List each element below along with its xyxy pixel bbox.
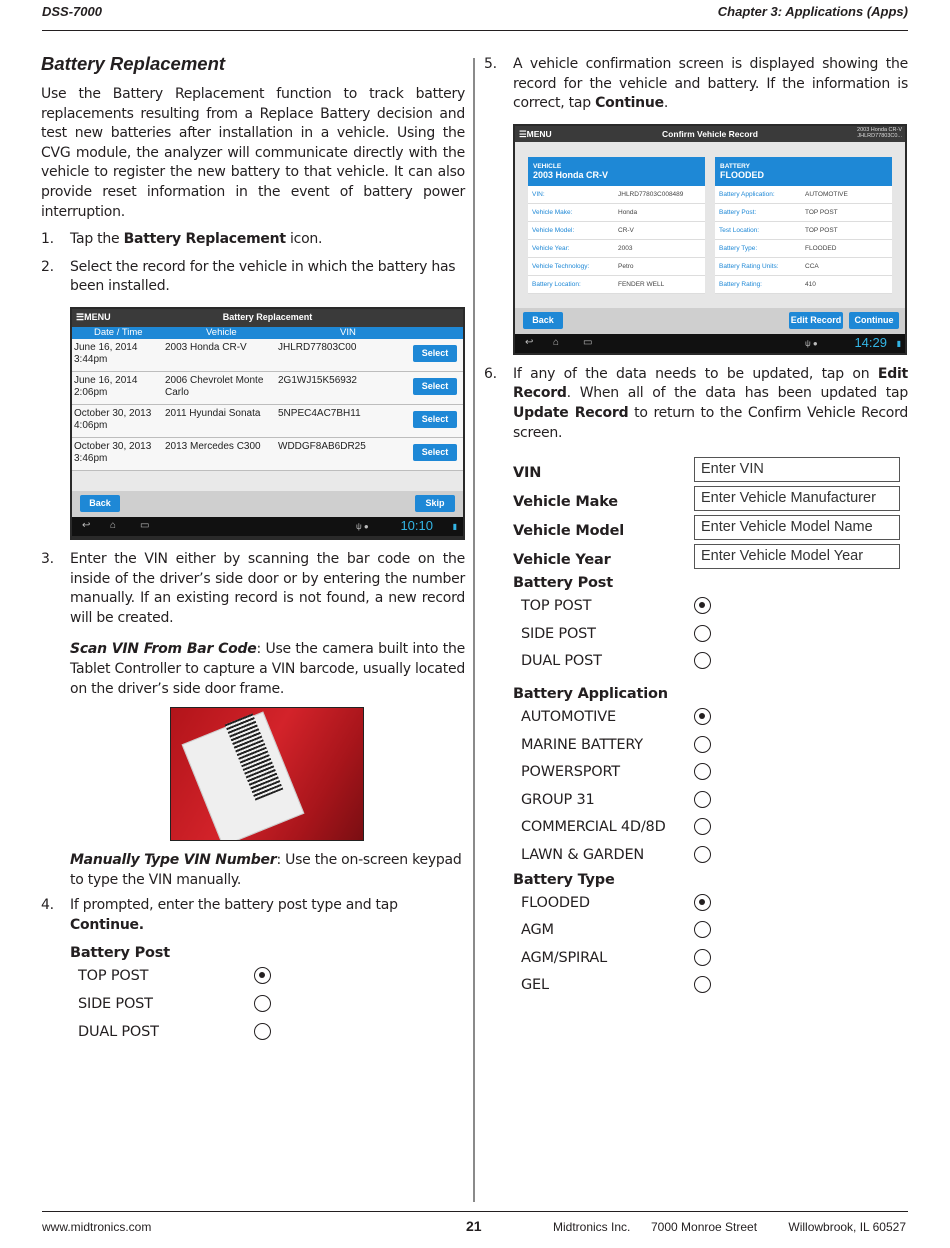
date-text: October 30, 2013 — [74, 407, 152, 419]
record-row — [715, 276, 892, 294]
screen-footer — [72, 491, 463, 517]
row-value: Petro — [618, 262, 634, 270]
table-row[interactable] — [72, 372, 463, 405]
row-date — [74, 441, 151, 465]
step-number: 1. — [41, 231, 54, 248]
field-label: Vehicle Make — [513, 494, 618, 511]
battery-status-icon: ▮ — [452, 521, 457, 531]
step-bold: Update Record — [513, 404, 629, 421]
radio-icon[interactable] — [254, 1023, 271, 1040]
card-name: FLOODED — [720, 169, 764, 180]
step-text — [513, 55, 908, 114]
step-text: A vehicle confirmation screen is displayed showing the record for the vehicle and battery. If the information is correct, tap — [513, 56, 908, 112]
radio-option[interactable] — [513, 814, 908, 842]
radio-icon[interactable] — [254, 995, 271, 1012]
date-text: June 16, 2014 — [74, 374, 138, 386]
vin-barcode-photo — [170, 707, 364, 841]
card-head: BATTERY — [720, 162, 750, 170]
radio-option[interactable] — [513, 759, 908, 787]
option-label: GEL — [521, 977, 549, 994]
select-button[interactable]: Select — [413, 444, 457, 461]
field-label: Vehicle Year — [513, 552, 611, 569]
row-date — [74, 342, 137, 366]
row-vin: JHLRD77803C00 — [278, 341, 357, 353]
step-text: to return to the Confirm Vehicle Record screen. — [513, 404, 908, 441]
android-navbar — [515, 334, 905, 353]
scan-vin-text: : Use the camera built into the Tablet Controller to capture a VIN barcode, usually located on the driver’s side door frame. — [70, 641, 466, 697]
step-text: Tap the — [70, 231, 124, 248]
recent-apps-icon[interactable]: ▭ — [140, 519, 150, 531]
skip-button[interactable]: Skip — [415, 495, 455, 512]
radio-option[interactable] — [70, 991, 465, 1019]
manual-vin-text: : Use the on-screen keypad to type the VIN manually. — [70, 852, 462, 888]
radio-icon[interactable] — [694, 791, 711, 808]
table-header — [72, 327, 463, 339]
col-header: VIN — [340, 326, 356, 338]
right-column — [484, 55, 908, 1000]
option-label: LAWN & GARDEN — [521, 846, 645, 863]
radio-selected-icon[interactable] — [694, 894, 711, 911]
radio-selected-icon[interactable] — [254, 967, 271, 984]
radio-icon[interactable] — [694, 625, 711, 642]
option-label: AGM — [521, 922, 554, 939]
step-number: 6. — [484, 365, 497, 382]
screen-titlebar — [515, 126, 905, 142]
radio-option[interactable] — [513, 890, 908, 918]
date-text: October 30, 2013 — [74, 440, 152, 452]
row-key: Battery Rating: — [719, 280, 762, 288]
recent-apps-icon[interactable]: ▭ — [583, 336, 593, 348]
step-number: 5. — [484, 56, 497, 72]
screen-titlebar — [72, 309, 463, 327]
scan-vin-heading: Scan VIN From Bar Code — [70, 641, 257, 658]
radio-icon[interactable] — [694, 652, 711, 669]
manual-vin-paragraph — [41, 851, 465, 890]
radio-icon[interactable] — [694, 818, 711, 835]
step-5 — [484, 55, 908, 114]
make-field-row — [484, 486, 908, 515]
row-value: JHLRD77803C008489 — [618, 190, 684, 198]
back-nav-icon[interactable]: ↩ — [525, 336, 534, 348]
group-title: Battery Application — [513, 685, 668, 702]
page-number: 21 — [466, 1218, 482, 1234]
vin-field-row — [484, 457, 908, 486]
step-bold: Continue. — [70, 916, 144, 933]
table-row[interactable] — [72, 339, 463, 372]
row-value: FENDER WELL — [618, 280, 665, 288]
date-text: June 16, 2014 — [74, 341, 138, 353]
battery-card — [715, 157, 892, 294]
radio-selected-icon[interactable] — [694, 708, 711, 725]
screen-title: Confirm Vehicle Record — [662, 128, 758, 139]
android-navbar — [72, 517, 463, 536]
time-text: 3:46pm — [74, 452, 108, 464]
group-title: Battery Type — [513, 871, 615, 888]
year-field-row — [484, 544, 908, 573]
radio-option[interactable] — [513, 945, 908, 973]
radio-icon[interactable] — [694, 921, 711, 938]
group-title: Battery Post — [513, 575, 613, 592]
row-key: VIN: — [532, 190, 545, 198]
vehicle-model-input[interactable]: Enter Vehicle Model Name — [694, 515, 900, 540]
step-4 — [41, 896, 465, 935]
vehicle-corner-info — [857, 127, 902, 139]
back-nav-icon[interactable]: ↩ — [82, 519, 91, 531]
record-row — [715, 240, 892, 258]
vehicle-year-input[interactable]: Enter Vehicle Model Year — [694, 544, 900, 569]
row-key: Battery Rating Units: — [719, 262, 779, 270]
group-title: Battery Post — [70, 945, 170, 962]
vehicle-text: Carlo — [165, 386, 189, 398]
corner-vin: JHLRD77803C0... — [857, 132, 902, 139]
option-label: COMMERCIAL 4D/8D — [521, 819, 666, 836]
option-label: AGM/SPIRAL — [521, 949, 608, 966]
manual-vin-heading: Manually Type VIN Number — [70, 852, 277, 869]
step-bold: Continue — [595, 95, 664, 112]
step-bold: Edit Record — [513, 365, 908, 402]
step-6 — [484, 365, 908, 443]
option-label: MARINE BATTERY — [521, 736, 643, 753]
step-text: Enter the VIN either by scanning the bar code on the inside of the driver’s side door or by entering the number manually. If an existing record is not found, a new record will be created. — [70, 550, 465, 626]
back-button[interactable]: Back — [80, 495, 120, 512]
row-value: Honda — [618, 208, 638, 216]
usb-icon: ψ ● — [356, 521, 369, 531]
screen-body — [515, 142, 905, 334]
vehicle-card — [528, 157, 705, 294]
step-text: If prompted, enter the battery post type and tap — [70, 897, 398, 914]
option-label: DUAL POST — [78, 1023, 159, 1040]
card-name: 2003 Honda CR-V — [533, 169, 609, 180]
radio-option[interactable] — [70, 963, 465, 991]
record-row — [528, 222, 705, 240]
step-number: 4. — [41, 897, 54, 914]
model-field-row — [484, 515, 908, 544]
field-label: Vehicle Model — [513, 523, 624, 540]
step-text: If any of the data needs to be updated, tap on — [513, 365, 878, 382]
row-key: Battery Type: — [719, 244, 758, 252]
edit-record-button[interactable]: Edit Record — [789, 312, 843, 329]
step-3 — [41, 550, 465, 628]
step-bold: Battery Replacement — [123, 231, 286, 248]
left-column — [41, 53, 465, 1046]
row-key: Battery Location: — [532, 280, 581, 288]
home-nav-icon[interactable]: ⌂ — [110, 519, 117, 531]
record-row — [528, 186, 705, 204]
radio-option[interactable] — [513, 787, 908, 815]
vehicle-card-header — [528, 157, 705, 186]
row-key: Vehicle Technology: — [532, 262, 590, 270]
scan-vin-paragraph — [41, 640, 465, 699]
record-row — [715, 222, 892, 240]
row-vehicle — [165, 375, 263, 399]
radio-option[interactable] — [513, 842, 908, 870]
row-vin: 5NPEC4AC7BH11 — [278, 407, 361, 419]
record-row — [528, 276, 705, 294]
select-button[interactable]: Select — [413, 411, 457, 428]
footer-company: Midtronics Inc. — [553, 1220, 631, 1234]
radio-option[interactable] — [70, 1019, 465, 1047]
option-label: TOP POST — [521, 598, 592, 615]
row-key: Vehicle Year: — [532, 244, 570, 252]
radio-option[interactable] — [513, 972, 908, 1000]
column-divider — [473, 58, 475, 1202]
row-value: 2003 — [618, 244, 633, 252]
table-row[interactable] — [72, 405, 463, 438]
step-text: icon. — [285, 231, 323, 248]
field-label: VIN — [513, 465, 542, 482]
row-vehicle: 2003 Honda CR-V — [165, 341, 247, 353]
header-product: DSS-7000 — [42, 4, 102, 19]
col-header: Date / Time — [94, 326, 143, 338]
status-clock: 14:29 — [854, 334, 887, 350]
radio-icon[interactable] — [694, 976, 711, 993]
record-row — [715, 186, 892, 204]
time-text: 2:06pm — [74, 386, 108, 398]
row-date — [74, 375, 137, 399]
row-value: CR-V — [618, 226, 634, 234]
select-button[interactable]: Select — [413, 345, 457, 362]
row-key: Vehicle Model: — [532, 226, 575, 234]
time-text: 4:06pm — [74, 419, 108, 431]
table-row[interactable] — [72, 438, 463, 471]
battery-post-group — [484, 575, 908, 1000]
option-label: SIDE POST — [78, 996, 153, 1013]
back-button[interactable]: Back — [523, 312, 563, 329]
usb-icon: ψ ● — [805, 338, 818, 348]
confirm-vehicle-record-screenshot — [513, 124, 907, 355]
row-value: AUTOMOTIVE — [805, 190, 848, 198]
radio-option[interactable] — [513, 648, 908, 676]
corner-vehicle: 2003 Honda CR-V — [857, 126, 902, 133]
step-text: . — [663, 95, 669, 112]
record-row — [715, 204, 892, 222]
page-footer — [42, 1211, 908, 1241]
battery-replacement-screenshot — [70, 307, 465, 540]
radio-option[interactable] — [513, 704, 908, 732]
record-row — [528, 258, 705, 276]
radio-icon[interactable] — [694, 763, 711, 780]
vehicle-text: 2006 Chevrolet Monte — [165, 374, 264, 386]
record-row — [528, 240, 705, 258]
select-button[interactable]: Select — [413, 378, 457, 395]
radio-option[interactable] — [513, 732, 908, 760]
intro-paragraph: Use the Battery Replacement function to track battery replacements resulting from a Replace Battery decision and test new batteries after installation in a vehicle. Using the CVG module, the analyzer will communicate directly with the vehicle to register the new battery to that vehicle. It can also provide reset information in the event of battery power interruption. — [41, 86, 465, 220]
home-nav-icon[interactable]: ⌂ — [553, 336, 560, 348]
radio-icon[interactable] — [694, 736, 711, 753]
row-value: 410 — [805, 280, 816, 288]
row-value: TOP POST — [805, 226, 838, 234]
footer-city: Willowbrook, IL 60527 — [788, 1220, 906, 1234]
row-value: FLOODED — [805, 244, 837, 252]
status-clock: 10:10 — [400, 517, 433, 533]
vehicle-make-input[interactable]: Enter Vehicle Manufacturer — [694, 486, 900, 511]
vehicle-fields — [484, 457, 908, 573]
row-key: Test Location: — [719, 226, 760, 234]
step-text: Select the record for the vehicle in which the battery has been installed. — [70, 258, 456, 295]
row-key: Vehicle Make: — [532, 208, 573, 216]
option-label: AUTOMOTIVE — [521, 708, 616, 725]
screen-footer — [515, 308, 905, 334]
option-label: DUAL POST — [521, 653, 602, 670]
screen-body — [72, 327, 463, 517]
option-label: TOP POST — [78, 968, 149, 985]
page-header — [42, 3, 908, 31]
radio-icon[interactable] — [694, 949, 711, 966]
radio-option[interactable] — [513, 917, 908, 945]
row-value: CCA — [805, 262, 819, 270]
card-head: VEHICLE — [533, 162, 562, 170]
radio-option[interactable] — [513, 593, 908, 621]
row-vin: WDDGF8AB6DR25 — [278, 440, 366, 452]
step-text — [513, 365, 908, 443]
option-label: FLOODED — [521, 894, 590, 911]
continue-button[interactable]: Continue — [849, 312, 899, 329]
vin-input[interactable]: Enter VIN — [694, 457, 900, 482]
battery-post-group-left — [41, 945, 465, 1046]
step-text: . When all of the data has been updated tap — [566, 385, 908, 402]
radio-selected-icon[interactable] — [694, 597, 711, 614]
row-vehicle: 2013 Mercedes C300 — [165, 440, 261, 452]
footer-street: 7000 Monroe Street — [651, 1220, 758, 1234]
row-date — [74, 408, 151, 432]
option-label: GROUP 31 — [521, 791, 595, 808]
col-header: Vehicle — [206, 326, 237, 338]
battery-card-header — [715, 157, 892, 186]
header-chapter: Chapter 3: Applications (Apps) — [717, 4, 908, 19]
section-title: Battery Replacement — [41, 53, 226, 74]
screen-title: Battery Replacement — [222, 311, 313, 322]
row-key: Battery Post: — [719, 208, 757, 216]
option-label: POWERSPORT — [521, 764, 620, 781]
step-number: 3. — [41, 550, 54, 567]
menu-button[interactable]: ☰MENU — [519, 128, 552, 139]
record-row — [715, 258, 892, 276]
row-value: TOP POST — [805, 208, 838, 216]
row-key: Battery Application: — [719, 190, 775, 198]
option-label: SIDE POST — [521, 625, 596, 642]
radio-option[interactable] — [513, 621, 908, 649]
menu-button[interactable]: ☰MENU — [76, 311, 111, 322]
battery-status-icon: ▮ — [896, 338, 901, 348]
step-1 — [41, 230, 465, 250]
record-row — [528, 204, 705, 222]
footer-url[interactable]: www.midtronics.com — [42, 1220, 152, 1234]
time-text: 3:44pm — [74, 353, 108, 365]
radio-icon[interactable] — [694, 846, 711, 863]
step-number: 2. — [41, 258, 54, 275]
step-2 — [41, 258, 465, 297]
row-vehicle: 2011 Hyundai Sonata — [165, 407, 261, 419]
row-vin: 2G1WJ15K56932 — [278, 374, 357, 386]
